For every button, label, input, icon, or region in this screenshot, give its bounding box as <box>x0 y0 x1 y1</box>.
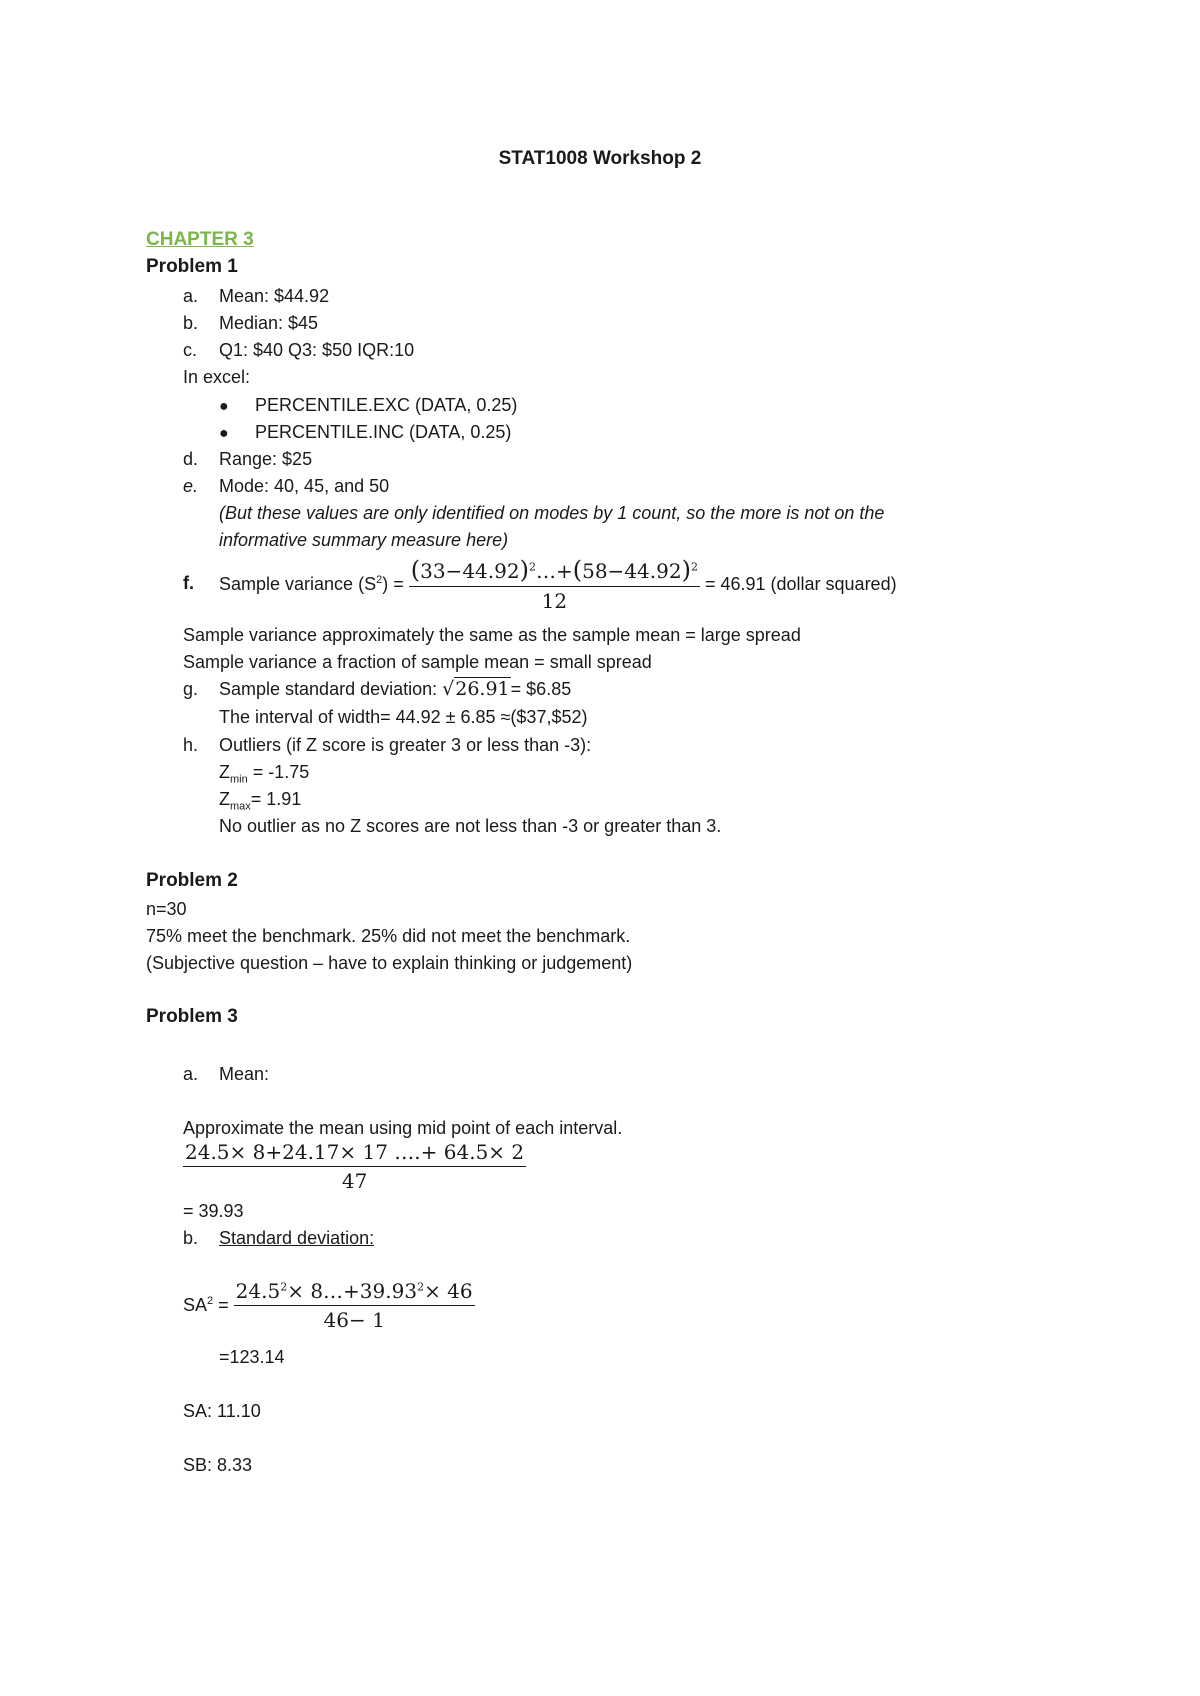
p1-zmax: $Z_{max}= 1.91$ <box>219 789 302 813</box>
p1-median: Median: $45 <box>219 313 319 333</box>
p2-subjective-note: (Subjective question – have to explain thinking or judgement) <box>146 953 633 973</box>
p3-mean-formula: $\frac{24.5\times 8+24.17\times 17 \dots.+ 64.5\times 2}{47}$ <box>185 1140 525 1193</box>
list-marker: e. <box>183 476 199 496</box>
p1-item-h: h. Outliers (if Z score is greater 3 or less than -3): <box>183 735 592 755</box>
list-marker: b. <box>183 313 199 333</box>
p3-item-b: b. Standard deviation: <box>183 1228 375 1248</box>
p3-sa: SA: 11.10 <box>183 1401 261 1421</box>
list-marker: a. <box>183 286 199 306</box>
p1-item-a <box>183 284 329 308</box>
variance-result: = 46.91 (dollar squared) <box>704 574 897 594</box>
bullet-icon: ● <box>219 398 229 415</box>
list-marker: h. <box>183 735 199 755</box>
p3-variance-formula: $SA^2$ = $\frac{24.5^2\times 8\dots+39.93^2\times 46}{46- 1}$ <box>183 1279 473 1332</box>
p1-mode-note-2: informative summary measure here) <box>219 530 509 550</box>
variance-formula: $\frac{(33-44.92)^2\dots+(58-44.92)^2}{12}$ <box>410 556 698 613</box>
list-marker: g. <box>183 679 199 699</box>
problem-2-heading: Problem 2 <box>146 870 238 891</box>
p1-interval: The interval of width= 44.92 ± 6.85 ≈($37,$52) <box>219 707 588 727</box>
p1-quartiles: Q1: $40 Q3: $50 IQR:10 <box>219 340 415 360</box>
list-marker: d. <box>183 449 199 469</box>
list-marker: f. <box>183 573 194 594</box>
p1-zmin: $Z_{min} = -1.75$ <box>219 762 310 786</box>
p1-item-e <box>183 474 389 498</box>
list-marker: c. <box>183 340 198 360</box>
p1-spread-2: Sample variance a fraction of sample mean = small spread <box>183 652 652 672</box>
page-title: STAT1008 Workshop 2 <box>498 148 702 169</box>
p1-item-d <box>183 447 312 471</box>
variance-label: Sample variance $(S^2)$ = <box>219 574 404 594</box>
p1-mean: Mean: $44.92 <box>219 286 330 306</box>
p2-n: n=30 <box>146 899 187 919</box>
p1-in-excel: In excel: <box>183 367 251 387</box>
chapter-heading: CHAPTER 3 <box>146 229 254 250</box>
p1-item-c <box>183 338 414 362</box>
p2-benchmark: 75% meet the benchmark. 25% did not meet the benchmark. <box>146 926 631 946</box>
p3-item-a: a. Mean: <box>183 1064 270 1084</box>
p1-range: Range: $25 <box>219 449 313 469</box>
sqrt-icon: √ <box>442 678 455 700</box>
p3-mean-result: = 39.93 <box>183 1201 244 1221</box>
p1-item-f <box>183 556 897 613</box>
p1-item-b <box>183 311 318 335</box>
p1-spread-1: Sample variance approximately the same as the sample mean = large spread <box>183 625 801 645</box>
p1-bullet-2: ● PERCENTILE.INC (DATA, 0.25) <box>219 420 511 446</box>
p1-bullet-1: ● PERCENTILE.EXC (DATA, 0.25) <box>219 393 517 419</box>
bullet-icon: ● <box>219 425 229 442</box>
problem-3-heading: Problem 3 <box>146 1006 238 1027</box>
p1-mode-note-1: (But these values are only identified on modes by 1 count, so the more is not on the <box>219 503 885 523</box>
p3-sb: SB: 8.33 <box>183 1455 253 1475</box>
p1-outlier-conclusion: No outlier as no Z scores are not less than -3 or greater than 3. <box>219 816 722 836</box>
list-marker: a. <box>183 1064 199 1084</box>
problem-1-heading: Problem 1 <box>146 256 238 277</box>
p1-mode: Mode: 40, 45, and 50 <box>219 476 390 496</box>
p1-item-g: g. Sample standard deviation: √26.91= $6.85 <box>183 678 572 700</box>
sqrt-expression: √26.91 <box>442 678 510 700</box>
list-marker: b. <box>183 1228 199 1248</box>
p3-approx-note: Approximate the mean using mid point of each interval. <box>183 1118 623 1138</box>
p3-variance-result: =123.14 <box>219 1347 285 1367</box>
